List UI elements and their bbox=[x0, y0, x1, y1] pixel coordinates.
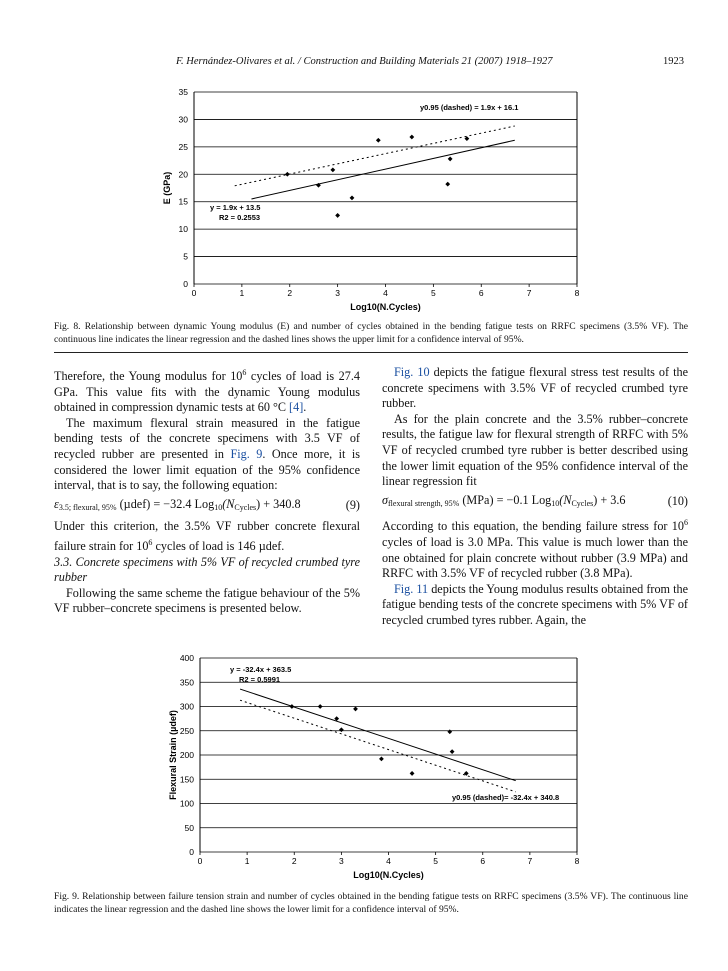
x-tick-label: 6 bbox=[480, 856, 486, 866]
paragraph: According to this equation, the bending failure stress for $10^6$ cycles of load is 3.0 MPa. This value is much lower than the one obtained for plain concrete without rubber (3.9 MPa) and RRFC with 3.5% VF of recycled rubber (3.8 MPa). bbox=[382, 518, 688, 581]
data-point bbox=[330, 167, 335, 172]
paragraph: The maximum flexural strain measured in the fatigue bending tests of the concrete specimens with 3.5 VF of recycled rubber are presented in Fig. 9. Once more, it is considered the lower limit equation of the 95% confidence interval, that is to say, the following equation: bbox=[54, 415, 360, 493]
data-point bbox=[339, 727, 344, 732]
figure-link[interactable]: Fig. 11 bbox=[394, 581, 429, 596]
data-point bbox=[445, 182, 450, 187]
y-axis-label: E (GPa) bbox=[162, 171, 172, 205]
paragraph: Following the same scheme the fatigue behaviour of the 5% VF rubber–concrete specimens is presented below. bbox=[54, 585, 360, 616]
x-tick-label: 2 bbox=[291, 856, 297, 866]
data-point bbox=[289, 704, 294, 709]
x-tick-label: 7 bbox=[527, 856, 533, 866]
confidence-bound-line bbox=[240, 700, 516, 792]
y-tick-label: 150 bbox=[179, 774, 194, 785]
y-tick-label: 400 bbox=[179, 653, 194, 663]
y-tick-label: 50 bbox=[184, 822, 194, 833]
y-tick-label: 100 bbox=[179, 798, 194, 809]
y-axis-label: Flexural Strain (µdef) bbox=[168, 710, 178, 800]
x-tick-label: 2 bbox=[287, 288, 293, 298]
y-tick-label: 20 bbox=[178, 169, 188, 180]
y-tick-label: 30 bbox=[178, 114, 188, 125]
paragraph: Fig. 10 depicts the fatigue flexural stress test results of the concrete specimens with 3.5% VF of recycled crumbed tyre rubber. bbox=[382, 365, 688, 411]
x-tick-label: 3 bbox=[339, 856, 344, 866]
data-point bbox=[379, 756, 384, 761]
figure-8-chart bbox=[0, 78, 728, 318]
data-point bbox=[318, 704, 323, 709]
r-squared: R2 = 0.5991 bbox=[239, 675, 281, 684]
paragraph: Under this criterion, the 3.5% VF rubber concrete flexural failure strain for $10^6$ cycles of load is 146 µdef. bbox=[54, 519, 360, 553]
paragraph: Therefore, the Young modulus for $10^6$ cycles of load is 27.4 GPa. This value fits with the dynamic Young modulus obtained in compression dynamic tests at 60 °C [4]. bbox=[54, 368, 360, 415]
x-tick-label: 8 bbox=[574, 856, 580, 866]
r-squared: R2 = 0.2553 bbox=[219, 213, 261, 222]
data-point bbox=[376, 138, 381, 143]
regression-line bbox=[251, 140, 514, 199]
x-axis-label: Log10(N.Cycles) bbox=[350, 302, 421, 312]
x-tick-label: 5 bbox=[431, 288, 436, 298]
equation-9: $\varepsilon_{3.5; flexural, 95\%}$ (µdef) = −32.4 $Log_{10}(N_{Cycles}) + 340.8$ (9) bbox=[54, 496, 360, 513]
data-point bbox=[448, 157, 453, 162]
running-header: F. Hernández-Olivares et al. / Construction and Building Materials 21 (2007) 1918–1927 bbox=[176, 56, 553, 67]
data-point bbox=[285, 172, 290, 177]
right-column bbox=[382, 365, 688, 629]
data-point bbox=[447, 729, 452, 734]
regression-equation: y = 1.9x + 13.5 bbox=[210, 203, 261, 212]
paragraph: Fig. 11 depicts the Young modulus results obtained from the fatigue bending tests of the concrete specimens with 5% VF of recycled crumbed tyres rubber. Again, the bbox=[382, 581, 688, 627]
equation-number: (10) bbox=[667, 494, 688, 509]
y-tick-label: 0 bbox=[189, 847, 194, 857]
y-tick-label: 300 bbox=[179, 701, 194, 712]
y-tick-label: 10 bbox=[178, 224, 188, 235]
confidence-bound-line bbox=[235, 126, 515, 186]
page-number: 1923 bbox=[663, 56, 684, 67]
x-tick-label: 1 bbox=[239, 288, 245, 298]
regression-line bbox=[240, 689, 516, 781]
data-point bbox=[350, 195, 355, 200]
figure-link[interactable]: Fig. 9 bbox=[230, 446, 263, 461]
citation-link[interactable]: [4] bbox=[289, 400, 304, 415]
y-tick-label: 200 bbox=[179, 750, 194, 760]
x-tick-label: 7 bbox=[526, 288, 532, 298]
y-tick-label: 0 bbox=[183, 279, 188, 289]
data-point bbox=[450, 749, 455, 754]
y-tick-label: 5 bbox=[183, 251, 188, 262]
left-column bbox=[54, 365, 360, 617]
y-tick-label: 25 bbox=[178, 141, 188, 152]
equation-number: (9) bbox=[345, 498, 360, 513]
data-point bbox=[409, 135, 414, 140]
x-tick-label: 0 bbox=[191, 288, 197, 298]
bound-equation: y0.95 (dashed)= -32.4x + 340.8 bbox=[452, 793, 560, 802]
bound-equation: y0.95 (dashed) = 1.9x + 16.1 bbox=[420, 103, 519, 112]
x-tick-label: 8 bbox=[574, 288, 580, 298]
paragraph: As for the plain concrete and the 3.5% rubber–concrete results, the fatigue law for flexural strength of RRFC with 5% VF of recycled crumbed tyre rubber is better described using the lower limit equation of the 95% confidence interval of the linear regression fit bbox=[382, 411, 688, 489]
regression-equation: y = -32.4x + 363.5 bbox=[230, 665, 292, 674]
y-tick-label: 350 bbox=[179, 677, 194, 688]
data-point bbox=[410, 771, 415, 776]
data-point bbox=[353, 707, 358, 712]
figure-8-caption: Fig. 8. Relationship between dynamic Young modulus (E) and number of cycles obtained in the bending fatigue tests on RRFC specimens (3.5% VF). The continuous line indicates the linear regression and the dashed lines shows the upper limit for a confidence interval of 95%. bbox=[54, 321, 688, 345]
x-axis-label: Log10(N.Cycles) bbox=[353, 870, 424, 880]
y-tick-label: 250 bbox=[179, 725, 194, 736]
x-tick-label: 6 bbox=[478, 288, 484, 298]
data-point bbox=[335, 213, 340, 218]
divider bbox=[54, 352, 688, 353]
y-tick-label: 15 bbox=[178, 196, 188, 207]
x-tick-label: 5 bbox=[433, 856, 438, 866]
x-tick-label: 1 bbox=[244, 856, 250, 866]
x-tick-label: 3 bbox=[335, 288, 340, 298]
x-tick-label: 4 bbox=[386, 856, 391, 866]
x-tick-label: 4 bbox=[383, 288, 388, 298]
equation-10: $\sigma_{flexural strength, 95\%}$ (MPa) = −0.1 $Log_{10}(N_{Cycles}) + 3.6$ (10) bbox=[382, 492, 688, 509]
x-tick-label: 0 bbox=[197, 856, 203, 866]
figure-9-caption: Fig. 9. Relationship between failure tension strain and number of cycles obtained in the bending fatigue tests on RRFC specimens (3.5% VF). The continuous line indicates the linear regression and the dashed line shows the lower limit for a confidence interval of 95%. bbox=[54, 891, 688, 915]
figure-9 bbox=[0, 648, 728, 884]
y-tick-label: 35 bbox=[178, 87, 188, 97]
figure-link[interactable]: Fig. 10 bbox=[394, 365, 430, 379]
figure-9-chart bbox=[0, 648, 728, 884]
section-heading: 3.3. Concrete specimens with 5% VF of recycled crumbed tyre rubber bbox=[54, 554, 360, 585]
figure-8 bbox=[0, 78, 728, 318]
